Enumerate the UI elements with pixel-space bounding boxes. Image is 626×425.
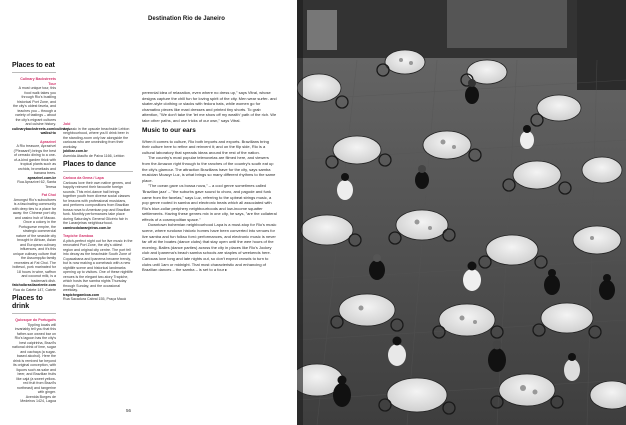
article-paragraph: "The ocean gave us bossa nova," – a cool genre sometimes called 'Brazilian jazz' – "the suburbs gave sound to choro, and pagode and funk came from the favelas," says Luz, referring to the upbeat strings music, a pop genre rooted in samba and electronic beats which all associated with Rio's blue-collar periphery neighbourhoods and low-income squatter settlements. Having these genres mix in one city, he says, "are the collateral effects of a cosmopolitan space." — [142, 183, 277, 222]
listing-entry — [12, 318, 56, 404]
listing-entry — [12, 193, 56, 292]
listing-name: Fat Choi — [41, 193, 56, 197]
column-article — [142, 90, 277, 273]
listing-address: Rua Aprazível 62, Santa Teresa — [17, 180, 56, 189]
section-heading: Places to eat — [12, 62, 56, 73]
listing-url[interactable]: aprazivel.com.br — [27, 175, 56, 180]
listing-name: Culinary Backstreets Tour — [20, 77, 56, 86]
listing-entry — [63, 122, 133, 158]
section-heading: Places to drink — [12, 295, 56, 314]
listing-url[interactable]: trapichegamboa.com — [63, 292, 100, 297]
listing-name: Trapiche Gamboa — [63, 234, 94, 238]
listing-desc: Cariocas love their own native genres, and happily reinvent their favourite foreign sounds. This mini-dance hall brings together youth from diverse social classes for lessons with professional musicians, and performs compositions from Brazilian bossa nova to American pop and Brazilian funk. Monthly performances take place during Saturday's General Glicério fair in the Laranjeiras neighbourhood. — [63, 180, 131, 225]
listing-desc: A Rio treasure, Aprazível ('Pleasant') brings the best of cerrado dining to a one-of-a-kind garden thick with tropical plants such as orchids, bromeliads and banana trees. — [13, 144, 56, 175]
page-number: 56 — [126, 408, 132, 413]
listing-url[interactable]: fatchoibrasilaoriente.com — [12, 283, 56, 287]
article-paragraph: When it comes to culture, Rio both imports and exports. Brazilians bring their culture here to refine and reinvent it; and on the flip side, Rio is a cultural laboratory that spreads ideas around the rest of the nation. — [142, 138, 269, 155]
page-title: Destination Rio de Janeiro — [148, 16, 225, 22]
listing-desc: Tippling locals will invariably tell you that this father-son owned bar on Rio's lagoon has the city's best caipirinha, Brazil's national drink of lime, sugar and cachaça (a sugar-based alcohol). Here the drink is remixed far beyond its original conception, with liquors such as sake and beer, and Brazilian fruits like cajá (a sweet yellow-red fruit from Brazil's northeast) and tangerine with ginger. — [12, 322, 56, 394]
article-paragraph: perennial idea of relaxation, even where no dress up," says Vitral, whose designs capture the chill fun for loving spirit of the city. Men wear surfer- and skater-style clothing or slacks with fedora hats, while women go for chamativo pieces like maxi dresses and printed tiny shorts. To grab attention, "We don't take the 'let me show off my wealth' path of the rich. We take other paths, and use tricks of our own," says Vitral. — [142, 90, 277, 123]
cafe-photo-illustration — [297, 0, 626, 425]
left-page — [0, 0, 297, 425]
listing-entry — [63, 176, 133, 230]
listing-name: Aprazível — [40, 139, 56, 144]
listing-entry — [12, 140, 56, 190]
article-paragraph: The country's most popular telenovelas are filmed here, and viewers from the Amazon right through to the ranches of the country's south eat up the city's glamour. The attraction Brazilians have for the city, says samba musician Moacyr Luz, is what brings so many different rhythms to the same place. — [142, 155, 276, 183]
listing-url[interactable]: jobibar.com.br — [63, 149, 88, 153]
section-heading: Places to dance — [63, 161, 133, 172]
section-heading: Music to our ears — [142, 126, 196, 134]
listing-entry — [63, 234, 133, 302]
listing-address: Avenida Ataulfo de Paiva 1166, Leblon — [63, 153, 125, 158]
listing-desc: A pitch-perfect night out for live music in the renovated Port Zone, the city's oldest region and original city centre. The port fell into decay as the beachside South Zone of Copacabana and Ipanema became trendy, but is now making a comeback with a new nightlife scene and historical landmarks opening up to visitors. One of these nightlife venues is the elegant two-story Trapiche, which hosts live samba nights Thursday through Sunday, and the occasional weekday. — [63, 238, 133, 292]
listing-address: Avenida Borges de Medeiros 1424, Lagoa — [20, 394, 56, 403]
listing-name: Quiosque do Português — [15, 318, 56, 322]
column-drink-dance — [63, 118, 133, 305]
listing-address: Rua do Catete 147, Catete — [13, 287, 56, 292]
listing-name: Jobi — [63, 122, 71, 126]
listing-desc: A must unique tour, this food walk takes you through Rio's bustling historical Port Zone, and the city's oldest favela, and teaches you – through a variety of tastings – about the city's migrant cultures and cuisine history. — [12, 86, 56, 126]
listing-desc: Amongst Rio's subcultures is a fascinating community with deep ties to a place far away: the Chinese port city and casino hub of Macao. Once a colony in the Portuguese empire, the strategic commercial nature of the seaside city brought in African, Asian and European culinary influences, and it's this unique culinary culture that the Assumpção family recreates at Fat Choi. The boltesol, pork marinated for 18 hours in wine, saffron and coconut milk, is a trademark dish. — [12, 197, 56, 283]
listing-url[interactable]: caminodolaranjeiras.com.br — [63, 225, 111, 230]
listing-address: Rua Sacadura Cabral 155, Praça Mauá — [63, 297, 126, 301]
listing-url[interactable]: culinarybackstreets.com/culinary-walks/rio — [12, 126, 71, 135]
cafe-photo — [297, 0, 626, 425]
listing-desc: A classic in the upscale beachside Leblon neighbourhood, where you'll drink beer in the standing-room only bar alongside the cariocas who are unwinding from their workday. — [63, 126, 130, 149]
listing-name: Carioca da Gema / Lapa — [63, 176, 104, 180]
article-paragraph: Downtown bohemian neighbourhood Lapa is a must-stop for Rio's music scene, where rundown historic homes have been converted into venues for live samba and fun folkso forró performances, and electronic music is never far off at the boates (dance clubs) that stay open until the wee hours of the morning. Bailes (dance parties) across the city in places like Rio's Jockey club and Ipanema's beach samba schools are staples of weekends here. Cariocas love long and late nights out, so don't expect crowds to turn to clubs until 1am or midnight. That most characteristic and enhancing of Brazilian dances – the samba – is set to a four ▸ — [142, 222, 277, 273]
